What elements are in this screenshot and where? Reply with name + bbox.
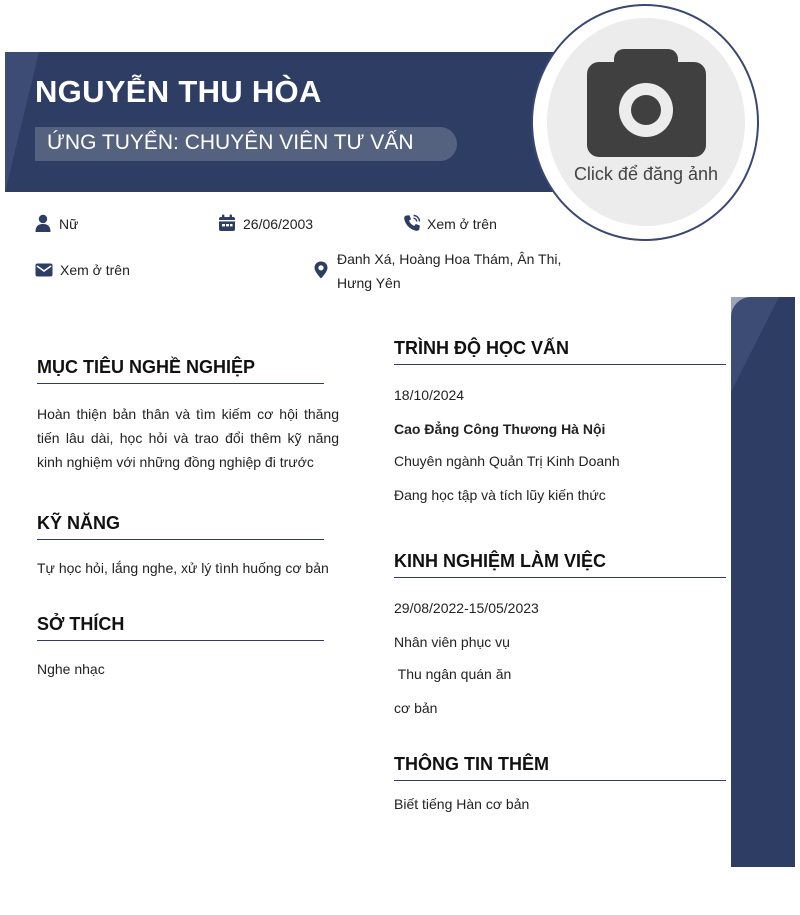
- extra-info-title: THÔNG TIN THÊM: [394, 754, 549, 774]
- location-pin-icon: [312, 261, 330, 279]
- camera-lens: [631, 95, 661, 125]
- candidate-name: NGUYỄN THU HÒA: [35, 74, 322, 109]
- education-school: Cao Đẳng Công Thương Hà Nội: [394, 421, 606, 437]
- phone-icon: [403, 214, 421, 232]
- hobbies-title: SỞ THÍCH: [37, 614, 125, 634]
- side-decor-stripe: [731, 297, 779, 392]
- address-value: Đanh Xá, Hoàng Hoa Thám, Ân Thi, Hưng Yên: [337, 251, 562, 291]
- position-title: ỨNG TUYỂN: CHUYÊN VIÊN TƯ VẤN: [47, 131, 414, 154]
- education-major: Chuyên ngành Quản Trị Kinh Doanh: [394, 453, 620, 469]
- header-accent-stripe: [5, 52, 39, 192]
- experience-level: cơ bản: [394, 700, 438, 716]
- skills-title: KỸ NĂNG: [37, 513, 121, 533]
- hobbies-text: Nghe nhạc: [37, 661, 105, 677]
- experience-title: KINH NGHIỆM LÀM VIỆC: [394, 551, 607, 571]
- calendar-icon: [218, 214, 236, 232]
- phone-value: Xem ở trên: [427, 216, 497, 232]
- education-date: 18/10/2024: [394, 387, 465, 403]
- experience-task: Thu ngân quán ăn: [394, 666, 512, 682]
- header-band: [5, 52, 585, 192]
- email-icon: [35, 261, 53, 279]
- objective-text: Hoàn thiện bản thân và tìm kiếm cơ hội thăng tiến lâu dài, học hỏi và trao đổi thêm kỹ năng kinh nghiệm với những đồng nghiệp đi trước: [37, 406, 339, 470]
- extra-info-divider: [394, 780, 726, 781]
- experience-role: Nhân viên phục vụ: [394, 634, 510, 650]
- skills-text: Tự học hỏi, lắng nghe, xử lý tình huống cơ bản: [37, 560, 329, 576]
- education-status: Đang học tập và tích lũy kiến thức: [394, 487, 606, 503]
- hobbies-divider: [37, 640, 324, 641]
- education-title: TRÌNH ĐỘ HỌC VẤN: [394, 338, 569, 358]
- person-icon: [34, 214, 52, 232]
- objective-divider: [37, 383, 324, 384]
- gender-value: Nữ: [59, 216, 79, 232]
- skills-divider: [37, 539, 324, 540]
- photo-upload-caption[interactable]: Click để đăng ảnh: [573, 164, 719, 184]
- objective-title: MỤC TIÊU NGHỀ NGHIỆP: [37, 357, 256, 377]
- experience-divider: [394, 577, 726, 578]
- extra-info-text: Biết tiếng Hàn cơ bản: [394, 796, 530, 812]
- experience-period: 29/08/2022-15/05/2023: [394, 600, 539, 616]
- education-divider: [394, 364, 726, 365]
- birthdate-value: 26/06/2003: [243, 216, 314, 232]
- email-value: Xem ở trên: [60, 262, 130, 278]
